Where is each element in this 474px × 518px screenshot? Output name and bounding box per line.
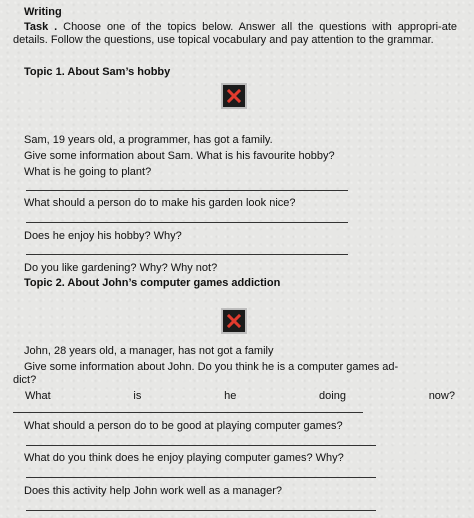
task-text: Choose one of the topics below. Answer all the questions with appropri-ate details. Follow the questions, use topical vocabulary and pay attention to the grammar. [13, 21, 458, 46]
topic2-image [221, 308, 247, 334]
topic2-question-5: Does this activity help John work well as a manager? [24, 485, 283, 497]
answer-line [26, 222, 348, 223]
topic2-question-1-line2: dict? [13, 374, 37, 386]
question-word: doing [319, 390, 346, 402]
section-heading: Writing [24, 6, 62, 18]
topic1-question-1: Give some information about Sam. What is his favourite hobby? [24, 150, 335, 162]
topic2-question-1-line1: Give some information about John. Do you think he is a computer games ad- [24, 361, 399, 373]
answer-line [26, 254, 348, 255]
topic2-title: Topic 2. About John’s computer games addiction [24, 277, 281, 289]
task-paragraph [13, 21, 457, 47]
topic1-question-4: Does he enjoy his hobby? Why? [24, 230, 182, 242]
topic1-title: Topic 1. About Sam’s hobby [24, 66, 171, 78]
topic1-question-3: What should a person do to make his garden look nice? [24, 197, 296, 209]
topic1-question-2: What is he going to plant? [24, 166, 152, 178]
topic1-intro: Sam, 19 years old, a programmer, has got a family. [24, 134, 273, 146]
topic2-intro: John, 28 years old, a manager, has not got a family [24, 345, 274, 357]
question-word: is [133, 390, 142, 402]
question-word: he [224, 390, 237, 402]
question-word: What [25, 390, 51, 402]
question-word: now? [428, 390, 455, 402]
answer-line [26, 445, 376, 446]
broken-image-icon [227, 89, 241, 103]
answer-line [26, 510, 376, 511]
task-label: Task . [24, 21, 58, 33]
answer-line [26, 190, 348, 191]
topic2-question-4: What do you think does he enjoy playing computer games? Why? [24, 452, 344, 464]
topic2-question-2 [25, 390, 455, 403]
topic1-image [221, 83, 247, 109]
topic1-question-5: Do you like gardening? Why? Why not? [24, 262, 218, 274]
broken-image-icon [227, 314, 241, 328]
topic2-question-3: What should a person do to be good at playing computer games? [24, 420, 343, 432]
answer-line [26, 477, 376, 478]
answer-line [13, 412, 363, 413]
